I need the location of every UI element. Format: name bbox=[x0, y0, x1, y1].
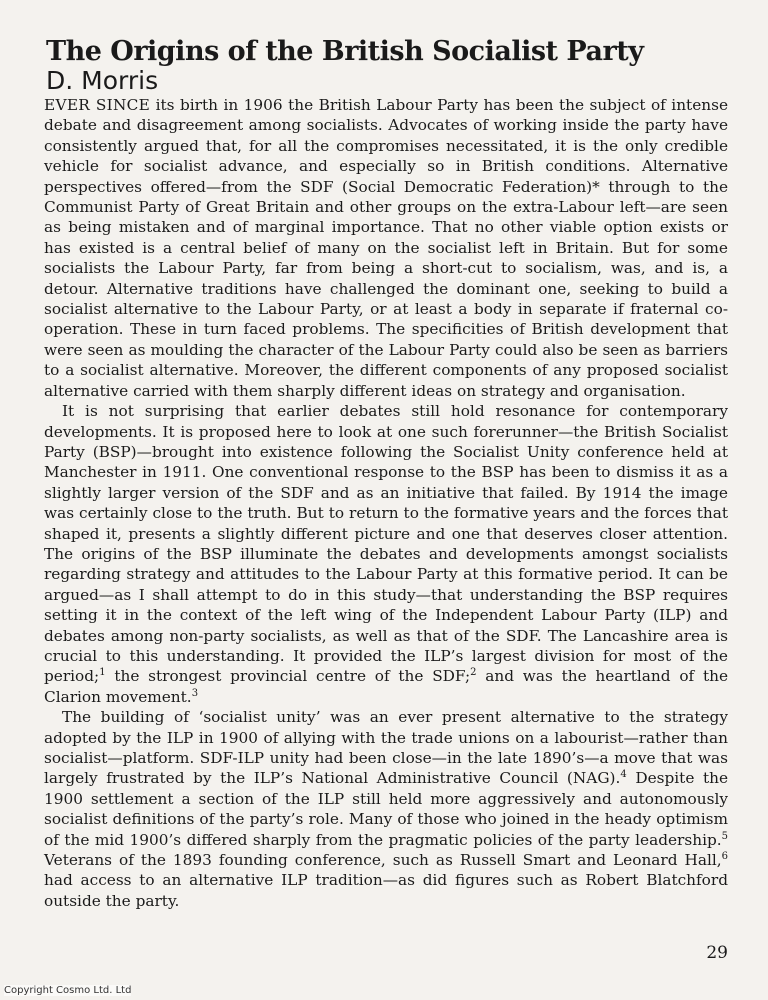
paragraph-text: the strongest provincial centre of the SDF; bbox=[105, 667, 471, 686]
copyright-footer: Copyright Cosmo Ltd. Ltd bbox=[4, 985, 132, 996]
paragraph-text: Despite the 1900 settlement a section of the ILP still held more aggressively and autonomously socialist definitions of the party’s role. Many of those who joined in the heady optimism of the mid 1900’s differed sharply from the pragmatic policies of the party leadership. bbox=[44, 769, 728, 849]
footnote-ref[interactable]: 4 bbox=[620, 769, 627, 781]
paragraph-text: The building of ‘socialist unity’ was an ever present alternative to the strategy adopted by the ILP in 1900 of allying with the trade unions on a labourist—rather than socialist—platform. SDF-ILP unity had been close—in the late 1890’s—a move that was largely frustrated by the ILP’s National Administrative Council (NAG). bbox=[44, 708, 728, 788]
paragraph-text: its birth in 1906 the British Labour Party has been the subject of intense debate and disagreement among socialists. Advocates of working inside the party have consistently argued that, for all the compromises necessitated, it is the only credible vehicle for socialist advance, and especially so in British conditions. Alternative perspectives offered—from the SDF (Social Democratic Federation)* through to the Communist Party of Great Britain and other groups on the extra-Labour left—are seen as being mistaken and of marginal importance. That no other viable option exists or has existed is a central belief of many on the socialist left in Britain. But for some socialists the Labour Party, far from being a short-cut to socialism, was, and is, a detour. Alternative traditions have challenged the dominant one, seeking to build a socialist alternative to the Labour Party, or at least a body in separate if fraternal co-operation. These in turn faced problems. The specificities of British development that were seen as moulding the character of the Labour Party could also be seen as barriers to a socialist alternative. Moreover, the different components of any proposed socialist alternative carried with them sharply different ideas on strategy and organisation. bbox=[44, 96, 728, 400]
article-body bbox=[44, 95, 728, 911]
paragraph-text: and was the heartland of the Clarion movement. bbox=[44, 667, 728, 706]
paragraph-2 bbox=[44, 401, 728, 707]
paragraph-text: Veterans of the 1893 founding conference, such as Russell Smart and Leonard Hall, bbox=[44, 851, 722, 870]
paragraph-3 bbox=[44, 707, 728, 911]
paragraph-text: had access to an alternative ILP tradition—as did figures such as Robert Blatchford outside the party. bbox=[44, 871, 728, 910]
article-author: D. Morris bbox=[46, 66, 159, 95]
paragraph-1 bbox=[44, 95, 728, 401]
footnote-ref[interactable]: 6 bbox=[721, 850, 728, 862]
footnote-ref[interactable]: 5 bbox=[721, 830, 728, 842]
paragraph-text: It is not surprising that earlier debates still hold resonance for contemporary developments. It is proposed here to look at one such forerunner—the British Socialist Party (BSP)—brought into existence following the Socialist Unity conference held at Manchester in 1911. One conventional response to the BSP has been to dismiss it as a slightly larger version of the SDF and as an initiative that failed. By 1914 the image was certainly close to the truth. But to return to the formative years and the forces that shaped it, presents a slightly different picture and one that deserves closer attention. The origins of the BSP illuminate the debates and developments amongst socialists regarding strategy and attitudes to the Labour Party at this formative period. It can be argued—as I shall attempt to do in this study—that understanding the BSP requires setting it in the context of the left wing of the Independent Labour Party (ILP) and debates among non-party socialists, as well as that of the SDF. The Lancashire area is crucial to this understanding. It provided the ILP’s largest division for most of the period; bbox=[44, 402, 728, 686]
footnote-ref[interactable]: 2 bbox=[470, 667, 477, 679]
page-number: 29 bbox=[706, 943, 728, 963]
footnote-ref[interactable]: 1 bbox=[99, 667, 106, 679]
footnote-ref[interactable]: 3 bbox=[191, 687, 199, 699]
paragraph-lead: EVER SINCE bbox=[44, 96, 151, 114]
article-title: The Origins of the British Socialist Party bbox=[46, 36, 644, 67]
